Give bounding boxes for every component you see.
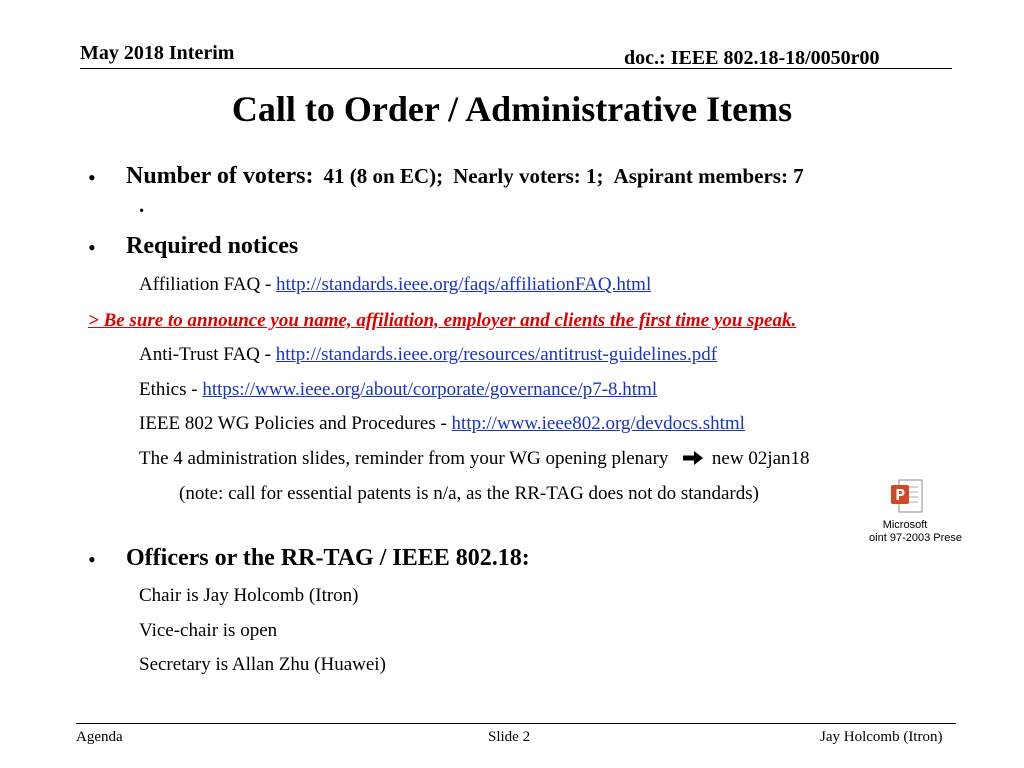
ethics-link[interactable]: https://www.ieee.org/about/corporate/governance/p7-8.html bbox=[202, 379, 658, 400]
affiliation-faq-link[interactable]: http://standards.ieee.org/faqs/affiliationFAQ.html bbox=[276, 274, 652, 295]
secretary-line: Secretary is Allan Zhu (Huawei) bbox=[139, 654, 386, 675]
patents-note: (note: call for essential patents is n/a, as the RR-TAG does not do standards) bbox=[179, 483, 759, 504]
vice-chair-line: Vice-chair is open bbox=[139, 620, 278, 641]
nearly-voters: Nearly voters: 1; bbox=[453, 164, 604, 188]
voters-line bbox=[126, 163, 804, 190]
slide-title: Call to Order / Administrative Items bbox=[231, 89, 793, 129]
voters-count: 41 (8 on EC); bbox=[323, 164, 444, 188]
chair-line: Chair is Jay Holcomb (Itron) bbox=[139, 585, 359, 606]
policies-link[interactable]: http://www.ieee802.org/devdocs.shtml bbox=[451, 413, 745, 434]
aspirant-members: Aspirant members: 7 bbox=[613, 164, 804, 188]
affiliation-prefix: Affiliation FAQ - bbox=[139, 274, 277, 295]
header-meeting: May 2018 Interim bbox=[80, 42, 235, 64]
footer-slide-number: Slide 2 bbox=[488, 729, 531, 745]
admin-slides-line bbox=[139, 448, 810, 471]
bullet-marker: • bbox=[88, 165, 96, 190]
footer-agenda: Agenda bbox=[76, 729, 123, 745]
admin-new-version: new 02jan18 bbox=[711, 448, 810, 469]
voters-trailing-dot: . bbox=[139, 193, 145, 217]
bullet-marker: • bbox=[88, 547, 96, 572]
footer-rule bbox=[76, 723, 956, 724]
caption-line-1: Microsoft bbox=[882, 519, 928, 531]
header-rule bbox=[80, 68, 952, 69]
powerpoint-icon[interactable] bbox=[890, 477, 924, 515]
notices-label: Required notices bbox=[126, 233, 299, 259]
voters-label: Number of voters: bbox=[126, 163, 314, 189]
footer-author: Jay Holcomb (Itron) bbox=[820, 729, 943, 745]
caption-line-2: oint 97-2003 Prese bbox=[869, 532, 962, 544]
header-doc-id: doc.: IEEE 802.18-18/0050r00 bbox=[624, 47, 880, 69]
admin-slides-text: The 4 administration slides, reminder from your WG opening plenary bbox=[139, 448, 669, 469]
officers-label: Officers or the RR-TAG / IEEE 802.18: bbox=[126, 545, 530, 571]
antitrust-faq-link[interactable]: http://standards.ieee.org/resources/antitrust-guidelines.pdf bbox=[275, 344, 718, 365]
policies-line bbox=[139, 413, 745, 435]
ethics-prefix: Ethics - bbox=[139, 379, 203, 400]
affiliation-line bbox=[139, 274, 651, 296]
announcement-warning: > Be sure to announce you name, affiliation, employer and clients the first time you speak. bbox=[88, 310, 797, 331]
arrow-right-icon bbox=[683, 449, 703, 471]
policies-prefix: IEEE 802 WG Policies and Procedures - bbox=[139, 413, 452, 434]
ethics-line bbox=[139, 379, 657, 401]
bullet-marker: • bbox=[88, 235, 96, 260]
antitrust-prefix: Anti-Trust FAQ - bbox=[139, 344, 276, 365]
embedded-object-caption bbox=[848, 519, 962, 545]
antitrust-line bbox=[139, 344, 717, 366]
